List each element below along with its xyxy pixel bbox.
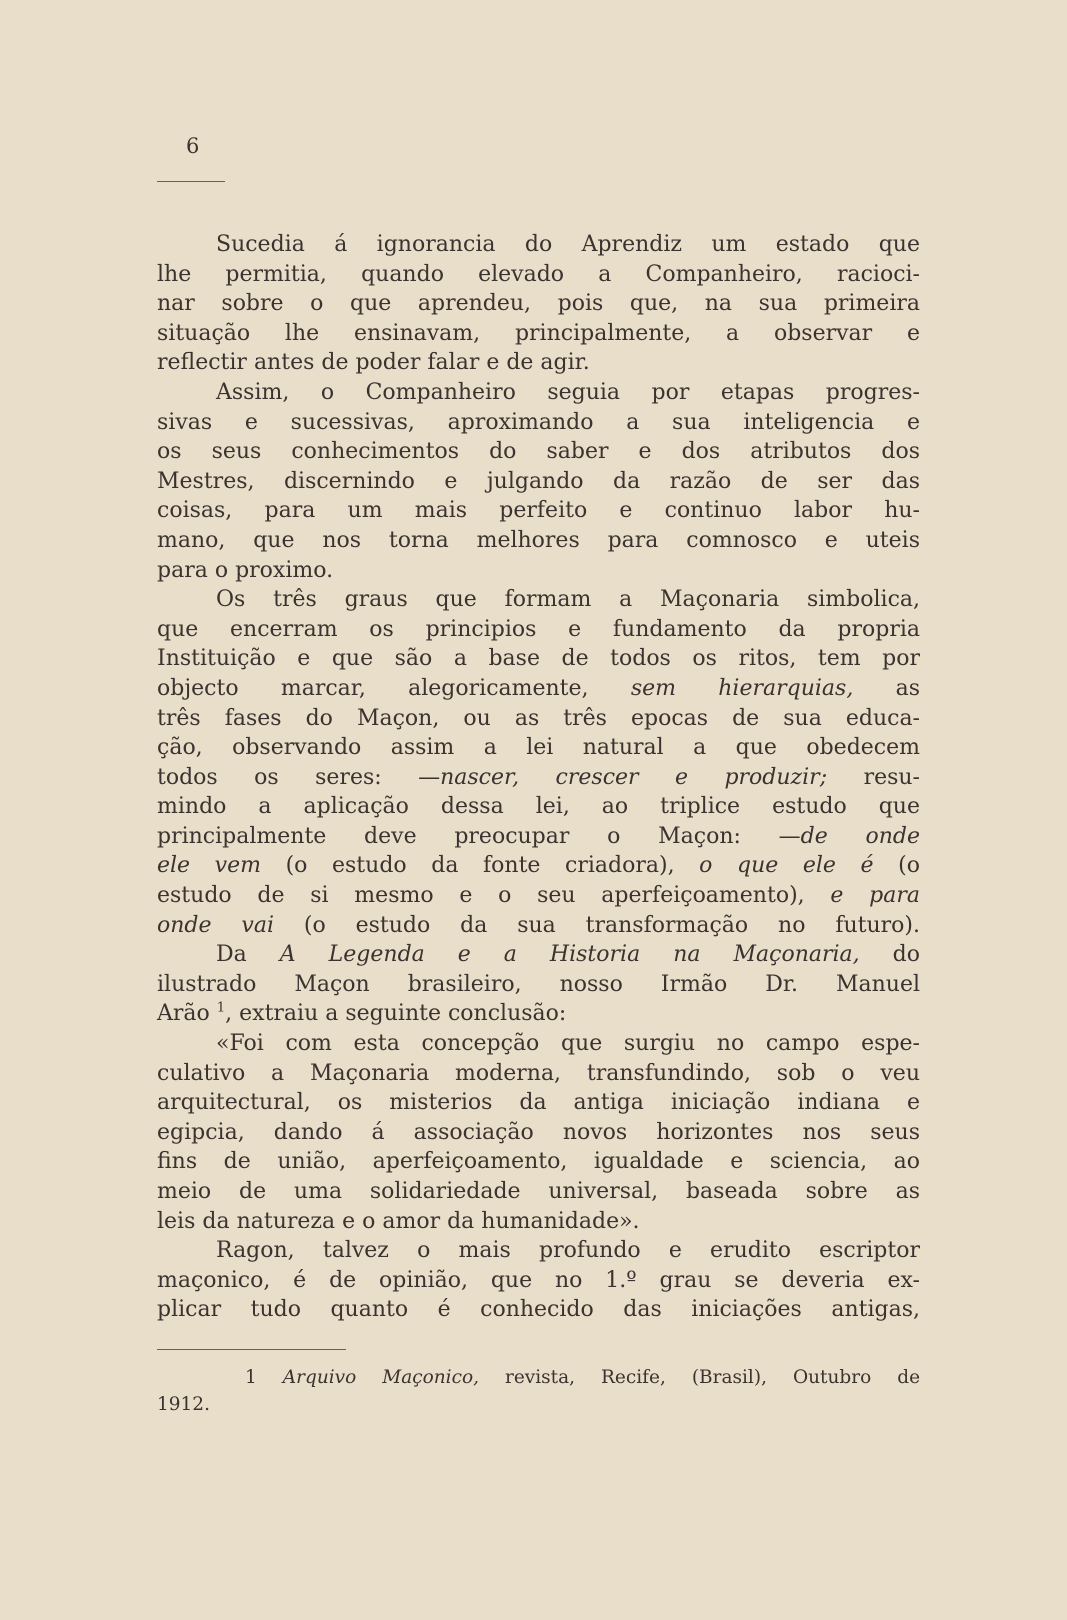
- text-segment: que encerram os principios e fundamento da propria: [157, 616, 920, 642]
- text-segment: mindo a aplicação dessa lei, ao triplice estudo que: [157, 794, 920, 820]
- text-segment: Os três graus que formam a Maçonaria simbolica,: [216, 587, 920, 613]
- text-line: [157, 378, 920, 408]
- italic-text: nascer, crescer e produzir;: [440, 764, 828, 790]
- text-segment: Da: [216, 942, 280, 968]
- text-segment: 1: [245, 1367, 283, 1388]
- footnote-marker: 1: [216, 1001, 226, 1017]
- text-segment: Ragon, talvez o mais profundo e erudito escriptor: [216, 1238, 920, 1264]
- text-segment: 1912.: [157, 1394, 210, 1415]
- text-line: [157, 437, 920, 467]
- text-line: [157, 704, 920, 734]
- text-line: [157, 496, 920, 526]
- text-segment: coisas, para um mais perfeito e continuo labor hu-: [157, 498, 920, 524]
- text-segment: leis da natureza e o amor da humanidade».: [157, 1208, 640, 1234]
- text-line: [157, 1177, 920, 1207]
- text-segment: do: [859, 942, 920, 968]
- text-segment: (o: [873, 853, 921, 879]
- text-segment: , extraiu a seguinte conclusão:: [225, 1001, 567, 1027]
- text-segment: três fases do Maçon, ou as três epocas de sua educa-: [157, 705, 920, 731]
- text-line: [157, 1088, 920, 1118]
- text-line: [157, 970, 920, 1000]
- text-segment: ilustrado Maçon brasileiro, nosso Irmão Dr. Manuel: [157, 971, 920, 997]
- text-segment: Instituição e que são a base de todos os ritos, tem por: [157, 646, 920, 672]
- text-line: [157, 526, 920, 556]
- text-segment: principalmente deve preocupar o Maçon: —: [157, 823, 801, 849]
- text-segment: lhe permitia, quando elevado a Companheiro, racioci-: [157, 261, 920, 287]
- text-segment: «Foi com esta concepção que surgiu no campo espe-: [216, 1031, 920, 1057]
- body-text: [157, 230, 920, 1325]
- text-segment: todos os seres: —: [157, 764, 441, 790]
- text-line: [157, 289, 920, 319]
- text-segment: Mestres, discernindo e julgando da razão de ser das: [157, 468, 920, 494]
- text-line: [157, 1364, 920, 1391]
- text-segment: Arão: [157, 1001, 217, 1027]
- text-segment: maçonico, é de opinião, que no 1.º grau se deveria ex-: [157, 1267, 920, 1293]
- text-segment: revista, Recife, (Brasil), Outubro de: [478, 1367, 921, 1388]
- text-line: [157, 1295, 920, 1325]
- text-segment: sivas e sucessivas, aproximando a sua inteligencia e: [157, 409, 920, 435]
- text-line: [157, 733, 920, 763]
- text-line: [157, 999, 920, 1029]
- text-line: [157, 1391, 920, 1418]
- text-segment: culativo a Maçonaria moderna, transfundindo, sob o veu: [157, 1060, 920, 1086]
- text-segment: plicar tudo quanto é conhecido das iniciações antigas,: [157, 1297, 920, 1323]
- text-line: [157, 615, 920, 645]
- text-segment: objecto marcar, alegoricamente,: [157, 675, 631, 701]
- text-segment: (o estudo da sua transformação no futuro).: [273, 912, 920, 938]
- text-segment: mano, que nos torna melhores para comnosco e uteis: [157, 527, 920, 553]
- text-segment: fins de união, aperfeiçoamento, igualdade e sciencia, ao: [157, 1149, 920, 1175]
- text-line: [157, 1236, 920, 1266]
- text-line: [157, 1118, 920, 1148]
- text-segment: arquitectural, os misterios da antiga iniciação indiana e: [157, 1090, 920, 1116]
- italic-text: onde vai: [157, 912, 274, 938]
- header-rule: [157, 181, 225, 182]
- text-line: [157, 556, 920, 586]
- text-line: [157, 230, 920, 260]
- italic-text: e para: [830, 883, 920, 909]
- text-segment: estudo de si mesmo e o seu aperfeiçoamento),: [157, 883, 831, 909]
- text-segment: situação lhe ensinavam, principalmente, a observar e: [157, 320, 920, 346]
- italic-text: A Legenda e a Historia na Maçonaria,: [279, 942, 860, 968]
- text-line: [157, 1029, 920, 1059]
- text-line: [157, 911, 920, 941]
- text-line: [157, 940, 920, 970]
- text-line: [157, 1207, 920, 1237]
- text-segment: meio de uma solidariedade universal, baseada sobre as: [157, 1179, 920, 1204]
- text-line: [157, 319, 920, 349]
- italic-text: ele vem: [157, 853, 261, 879]
- text-line: [157, 585, 920, 615]
- footnote: [157, 1364, 920, 1418]
- text-segment: ção, observando assim a lei natural a que obedecem: [157, 735, 920, 761]
- text-segment: resu-: [827, 764, 920, 790]
- text-line: [157, 408, 920, 438]
- text-segment: os seus conhecimentos do saber e dos atributos dos: [157, 439, 920, 465]
- text-line: [157, 348, 920, 378]
- italic-text: sem hierarquias,: [630, 675, 854, 701]
- text-segment: Sucedia á ignorancia do Aprendiz um estado que: [216, 232, 920, 257]
- italic-text: o que ele é: [699, 853, 874, 879]
- text-segment: as: [853, 675, 921, 701]
- text-line: [157, 792, 920, 822]
- text-line: [157, 1266, 920, 1296]
- text-line: [157, 763, 920, 793]
- text-segment: Assim, o Companheiro seguia por etapas progres-: [216, 379, 920, 405]
- text-line: [157, 1059, 920, 1089]
- text-line: [157, 851, 920, 881]
- text-segment: egipcia, dando á associação novos horizontes nos seus: [157, 1119, 920, 1145]
- text-segment: nar sobre o que aprendeu, pois que, na sua primeira: [157, 291, 920, 317]
- italic-text: Arquivo Maçonico,: [282, 1367, 479, 1388]
- text-segment: (o estudo da fonte criadora),: [260, 853, 700, 879]
- text-line: [157, 822, 920, 852]
- footnote-rule: [157, 1349, 346, 1350]
- text-line: [157, 881, 920, 911]
- text-line: [157, 467, 920, 497]
- text-segment: reflectir antes de poder falar e de agir.: [157, 350, 590, 376]
- italic-text: de onde: [800, 823, 920, 849]
- text-line: [157, 674, 920, 704]
- text-line: [157, 644, 920, 674]
- text-line: [157, 260, 920, 290]
- page-number: 6: [186, 134, 200, 158]
- text-line: [157, 1147, 920, 1177]
- text-segment: para o proximo.: [157, 557, 334, 583]
